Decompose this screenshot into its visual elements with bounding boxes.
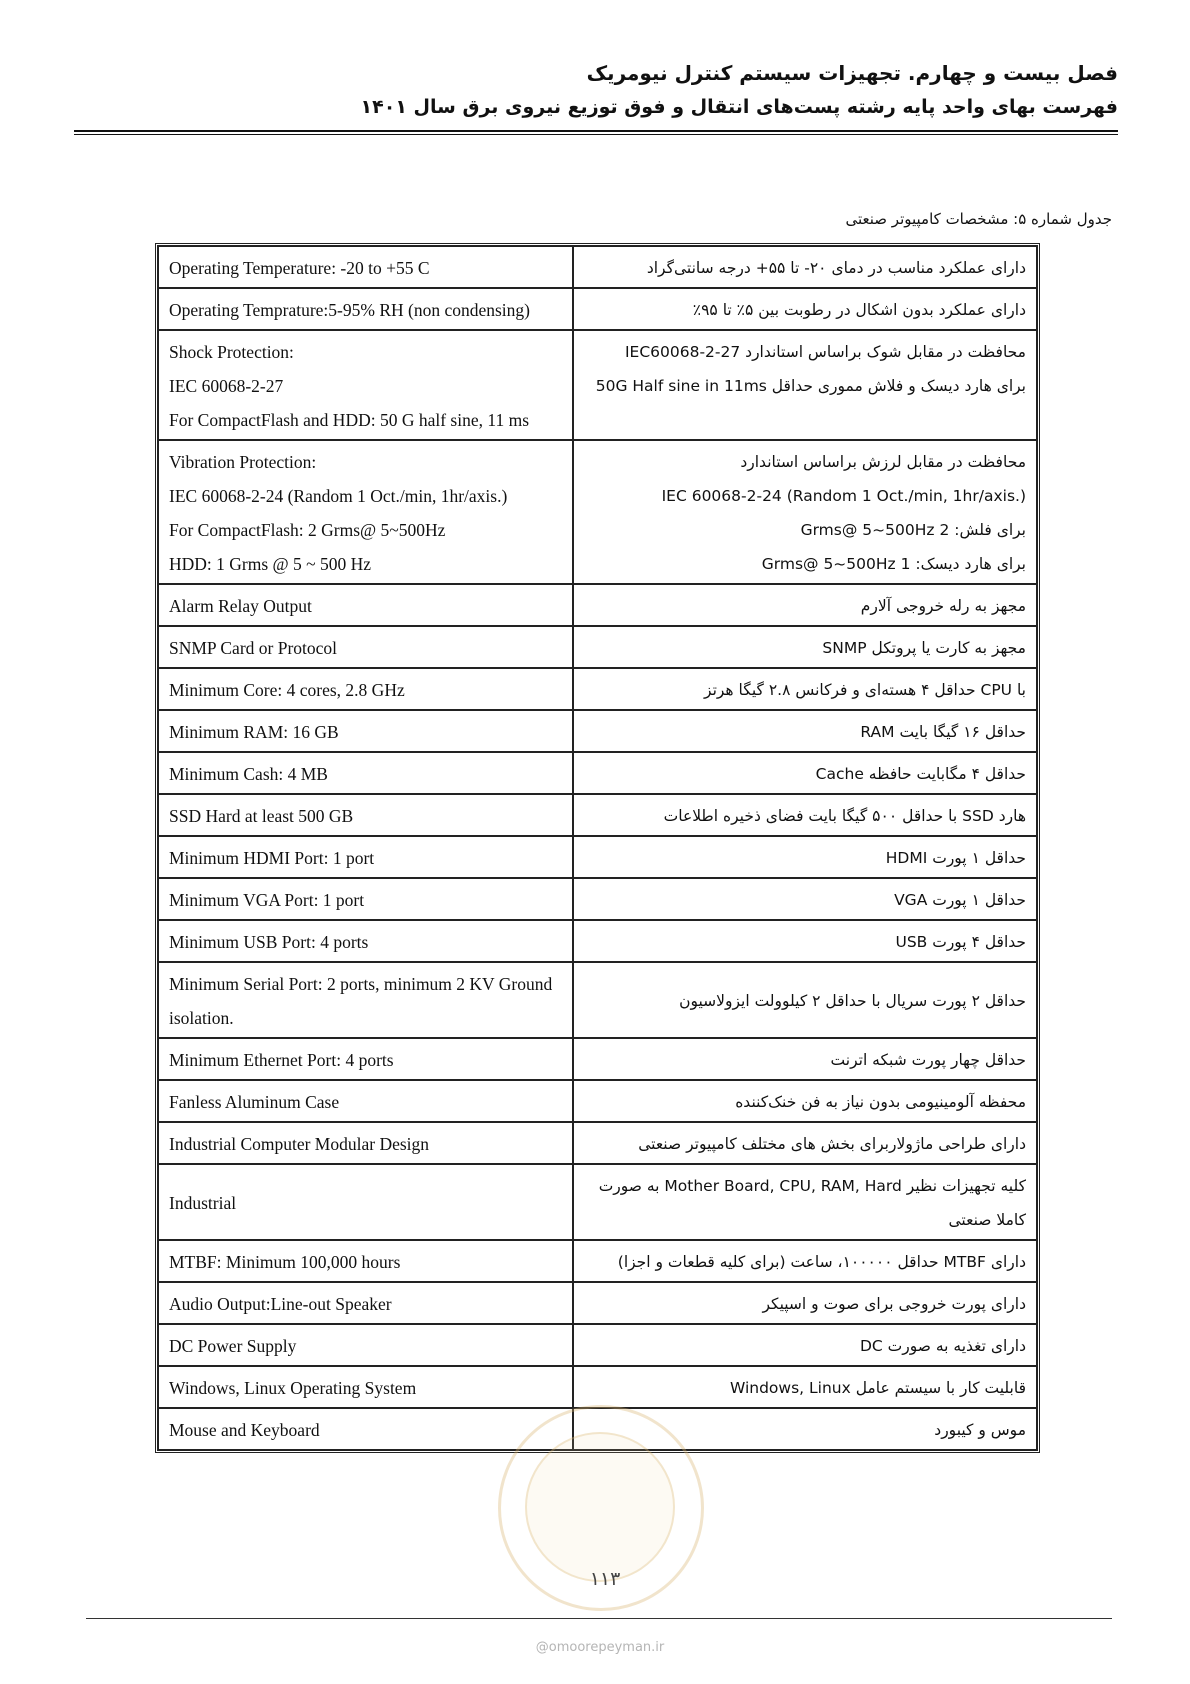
spec-persian-cell bbox=[573, 330, 1037, 440]
table-row bbox=[158, 440, 1037, 584]
spec-persian-cell bbox=[573, 1282, 1037, 1324]
spec-persian-cell bbox=[573, 288, 1037, 330]
spec-english-text: Operating Temperature: -20 to +55 C bbox=[169, 258, 430, 278]
spec-persian-text: دارای پورت خروجی برای صوت و اسپیکر bbox=[762, 1295, 1026, 1313]
spec-english-text: Audio Output:Line-out Speaker bbox=[169, 1294, 392, 1314]
table-row bbox=[158, 668, 1037, 710]
spec-english-text: Minimum Serial Port: 2 ports, minimum 2 KV Ground isolation. bbox=[169, 974, 553, 1028]
spec-english-text: Minimum VGA Port: 1 port bbox=[169, 890, 365, 910]
spec-persian-cell bbox=[573, 836, 1037, 878]
spec-english-cell bbox=[158, 288, 573, 330]
spec-english-cell bbox=[158, 246, 573, 288]
table-row bbox=[158, 1080, 1037, 1122]
spec-english-cell bbox=[158, 1080, 573, 1122]
spec-persian-cell bbox=[573, 1240, 1037, 1282]
table-row bbox=[158, 962, 1037, 1038]
spec-english-text: Industrial Computer Modular Design bbox=[169, 1134, 430, 1154]
spec-english-cell bbox=[158, 626, 573, 668]
spec-english-text: For CompactFlash and HDD: 50 G half sine, 11 ms bbox=[169, 410, 530, 430]
footer-rule bbox=[86, 1618, 1112, 1619]
spec-persian-text: برای هارد دیسک: 1 Grms@ 5~500Hz bbox=[761, 555, 1026, 573]
spec-english-text: Mouse and Keyboard bbox=[169, 1420, 320, 1440]
table-row bbox=[158, 1282, 1037, 1324]
site-watermark: @omoorepeyman.ir bbox=[535, 1640, 665, 1655]
spec-english-cell bbox=[158, 1282, 573, 1324]
table-row bbox=[158, 626, 1037, 668]
spec-english-cell bbox=[158, 1164, 573, 1240]
spec-persian-text: کلیه تجهیزات نظیر Mother Board, CPU, RAM, Hard به صورت کاملا صنعتی bbox=[598, 1177, 1026, 1229]
spec-persian-text: برای فلش: 2 Grms@ 5~500Hz bbox=[800, 521, 1026, 539]
spec-persian-cell bbox=[573, 440, 1037, 584]
spec-table bbox=[155, 243, 1040, 1453]
spec-english-text: Vibration Protection: bbox=[169, 452, 317, 472]
header-rule-thin bbox=[74, 134, 1118, 135]
table-row bbox=[158, 288, 1037, 330]
spec-english-cell bbox=[158, 794, 573, 836]
spec-persian-cell bbox=[573, 962, 1037, 1038]
spec-english-cell bbox=[158, 1324, 573, 1366]
spec-persian-text: مجهز به کارت یا پروتکل SNMP bbox=[822, 639, 1026, 657]
spec-english-text: Minimum RAM: 16 GB bbox=[169, 722, 339, 742]
spec-english-text: Windows, Linux Operating System bbox=[169, 1378, 417, 1398]
spec-persian-cell bbox=[573, 1164, 1037, 1240]
spec-english-text: IEC 60068-2-27 bbox=[169, 376, 284, 396]
spec-persian-cell bbox=[573, 1324, 1037, 1366]
spec-english-text: HDD: 1 Grms @ 5 ~ 500 Hz bbox=[169, 554, 372, 574]
spec-english-cell bbox=[158, 1408, 573, 1450]
page-header bbox=[72, 56, 1118, 124]
table-row bbox=[158, 1122, 1037, 1164]
table-row bbox=[158, 1366, 1037, 1408]
header-rule bbox=[74, 130, 1118, 132]
table-row bbox=[158, 1038, 1037, 1080]
spec-persian-cell bbox=[573, 1366, 1037, 1408]
spec-persian-text: حداقل ۱ پورت VGA bbox=[894, 891, 1026, 909]
spec-english-cell bbox=[158, 330, 573, 440]
spec-persian-cell bbox=[573, 878, 1037, 920]
spec-english-text: SSD Hard at least 500 GB bbox=[169, 806, 354, 826]
spec-english-cell bbox=[158, 878, 573, 920]
spec-english-text: Fanless Aluminum Case bbox=[169, 1092, 340, 1112]
spec-english-text: SNMP Card or Protocol bbox=[169, 638, 338, 658]
spec-persian-cell bbox=[573, 920, 1037, 962]
spec-persian-cell bbox=[573, 1122, 1037, 1164]
spec-english-cell bbox=[158, 752, 573, 794]
spec-persian-cell bbox=[573, 710, 1037, 752]
spec-english-text: Minimum Cash: 4 MB bbox=[169, 764, 328, 784]
spec-english-cell bbox=[158, 440, 573, 584]
spec-persian-text: دارای طراحی ماژولاربرای بخش های مختلف کامپیوتر صنعتی bbox=[638, 1135, 1026, 1153]
spec-english-text: MTBF: Minimum 100,000 hours bbox=[169, 1252, 401, 1272]
spec-persian-cell bbox=[573, 1408, 1037, 1450]
spec-persian-text: محافظت در مقابل لرزش براساس استاندارد bbox=[740, 453, 1026, 471]
spec-persian-text: قابلیت کار با سیستم عامل Windows, Linux bbox=[729, 1379, 1026, 1397]
spec-persian-text: هارد SSD با حداقل ۵۰۰ گیگا بایت فضای ذخیره اطلاعات bbox=[663, 807, 1026, 825]
table-row bbox=[158, 584, 1037, 626]
spec-english-cell bbox=[158, 1122, 573, 1164]
spec-persian-cell bbox=[573, 246, 1037, 288]
spec-english-text: Industrial bbox=[169, 1193, 237, 1213]
table-row bbox=[158, 836, 1037, 878]
spec-english-text: Operating Temprature:5-95% RH (non condensing) bbox=[169, 300, 530, 320]
spec-english-cell bbox=[158, 1038, 573, 1080]
spec-english-cell bbox=[158, 836, 573, 878]
spec-english-text: DC Power Supply bbox=[169, 1336, 297, 1356]
spec-persian-text: با CPU حداقل ۴ هسته‌ای و فرکانس ۲.۸ گیگا هرتز bbox=[704, 681, 1026, 699]
spec-persian-cell bbox=[573, 668, 1037, 710]
spec-persian-text: حداقل ۴ مگابایت حافظه Cache bbox=[815, 765, 1026, 783]
spec-persian-text: حداقل ۱ پورت HDMI bbox=[885, 849, 1026, 867]
table-row bbox=[158, 1164, 1037, 1240]
spec-english-text: Minimum USB Port: 4 ports bbox=[169, 932, 369, 952]
document-title: فهرست بهای واحد پایه رشته پست‌های انتقال و فوق توزیع نیروی برق سال ۱۴۰۱ bbox=[360, 96, 1118, 118]
table-row bbox=[158, 920, 1037, 962]
table-row bbox=[158, 752, 1037, 794]
spec-persian-text: حداقل ۱۶ گیگا بایت RAM bbox=[860, 723, 1026, 741]
spec-persian-text: دارای تغذیه به صورت DC bbox=[859, 1337, 1026, 1355]
spec-english-text: IEC 60068-2-24 (Random 1 Oct./min, 1hr/axis.) bbox=[169, 486, 508, 506]
table-row bbox=[158, 330, 1037, 440]
spec-persian-text: IEC 60068-2-24 (Random 1 Oct./min, 1hr/axis.) bbox=[661, 487, 1026, 505]
spec-english-cell bbox=[158, 920, 573, 962]
chapter-title: فصل بیست و چهارم. تجهیزات سیستم کنترل نیومریک bbox=[586, 61, 1118, 85]
page-number: ۱۱۳ bbox=[589, 1568, 621, 1590]
spec-persian-text: برای هارد دیسک و فلاش مموری حداقل 50G Half sine in 11ms bbox=[595, 377, 1026, 395]
spec-persian-cell bbox=[573, 626, 1037, 668]
spec-persian-text: حداقل ۴ پورت USB bbox=[895, 933, 1026, 951]
spec-persian-text: محافظت در مقابل شوک براساس استاندارد IEC60068-2-27 bbox=[624, 343, 1026, 361]
spec-persian-text: دارای عملکرد بدون اشکال در رطوبت بین ۵٪ تا ۹۵٪ bbox=[692, 301, 1026, 319]
spec-english-text: Minimum Core: 4 cores, 2.8 GHz bbox=[169, 680, 405, 700]
table-row bbox=[158, 794, 1037, 836]
spec-persian-cell bbox=[573, 584, 1037, 626]
spec-persian-text: دارای عملکرد مناسب در دمای ۲۰- تا ۵۵+ درجه سانتی‌گراد bbox=[646, 259, 1026, 277]
spec-english-cell bbox=[158, 1366, 573, 1408]
spec-persian-text: مجهز به رله خروجی آلارم bbox=[860, 597, 1026, 615]
spec-english-text: Shock Protection: bbox=[169, 342, 294, 362]
spec-persian-text: محفظه آلومینیومی بدون نیاز به فن خنک‌کننده bbox=[735, 1093, 1026, 1111]
spec-persian-text: دارای MTBF حداقل ۱۰۰۰۰۰، ساعت (برای کلیه قطعات و اجزا) bbox=[617, 1253, 1026, 1271]
table-caption: جدول شماره ۵: مشخصات کامپیوتر صنعتی bbox=[845, 210, 1112, 228]
spec-english-cell bbox=[158, 668, 573, 710]
table-row bbox=[158, 1408, 1037, 1450]
spec-persian-text: حداقل ۲ پورت سریال با حداقل ۲ کیلوولت ایزولاسیون bbox=[679, 992, 1026, 1010]
spec-english-cell bbox=[158, 584, 573, 626]
spec-table-body bbox=[158, 246, 1037, 1450]
spec-persian-text: موس و کیبورد bbox=[934, 1421, 1026, 1439]
spec-english-cell bbox=[158, 962, 573, 1038]
table-row bbox=[158, 878, 1037, 920]
table-row bbox=[158, 1324, 1037, 1366]
spec-persian-cell bbox=[573, 794, 1037, 836]
table-row bbox=[158, 246, 1037, 288]
spec-english-cell bbox=[158, 1240, 573, 1282]
spec-persian-cell bbox=[573, 1038, 1037, 1080]
spec-persian-text: حداقل چهار پورت شبکه اترنت bbox=[830, 1051, 1026, 1069]
table-row bbox=[158, 710, 1037, 752]
table-row bbox=[158, 1240, 1037, 1282]
spec-english-text: Minimum HDMI Port: 1 port bbox=[169, 848, 375, 868]
spec-english-text: Alarm Relay Output bbox=[169, 596, 312, 616]
spec-persian-cell bbox=[573, 752, 1037, 794]
spec-english-text: For CompactFlash: 2 Grms@ 5~500Hz bbox=[169, 520, 446, 540]
spec-persian-cell bbox=[573, 1080, 1037, 1122]
spec-english-text: Minimum Ethernet Port: 4 ports bbox=[169, 1050, 394, 1070]
spec-english-cell bbox=[158, 710, 573, 752]
